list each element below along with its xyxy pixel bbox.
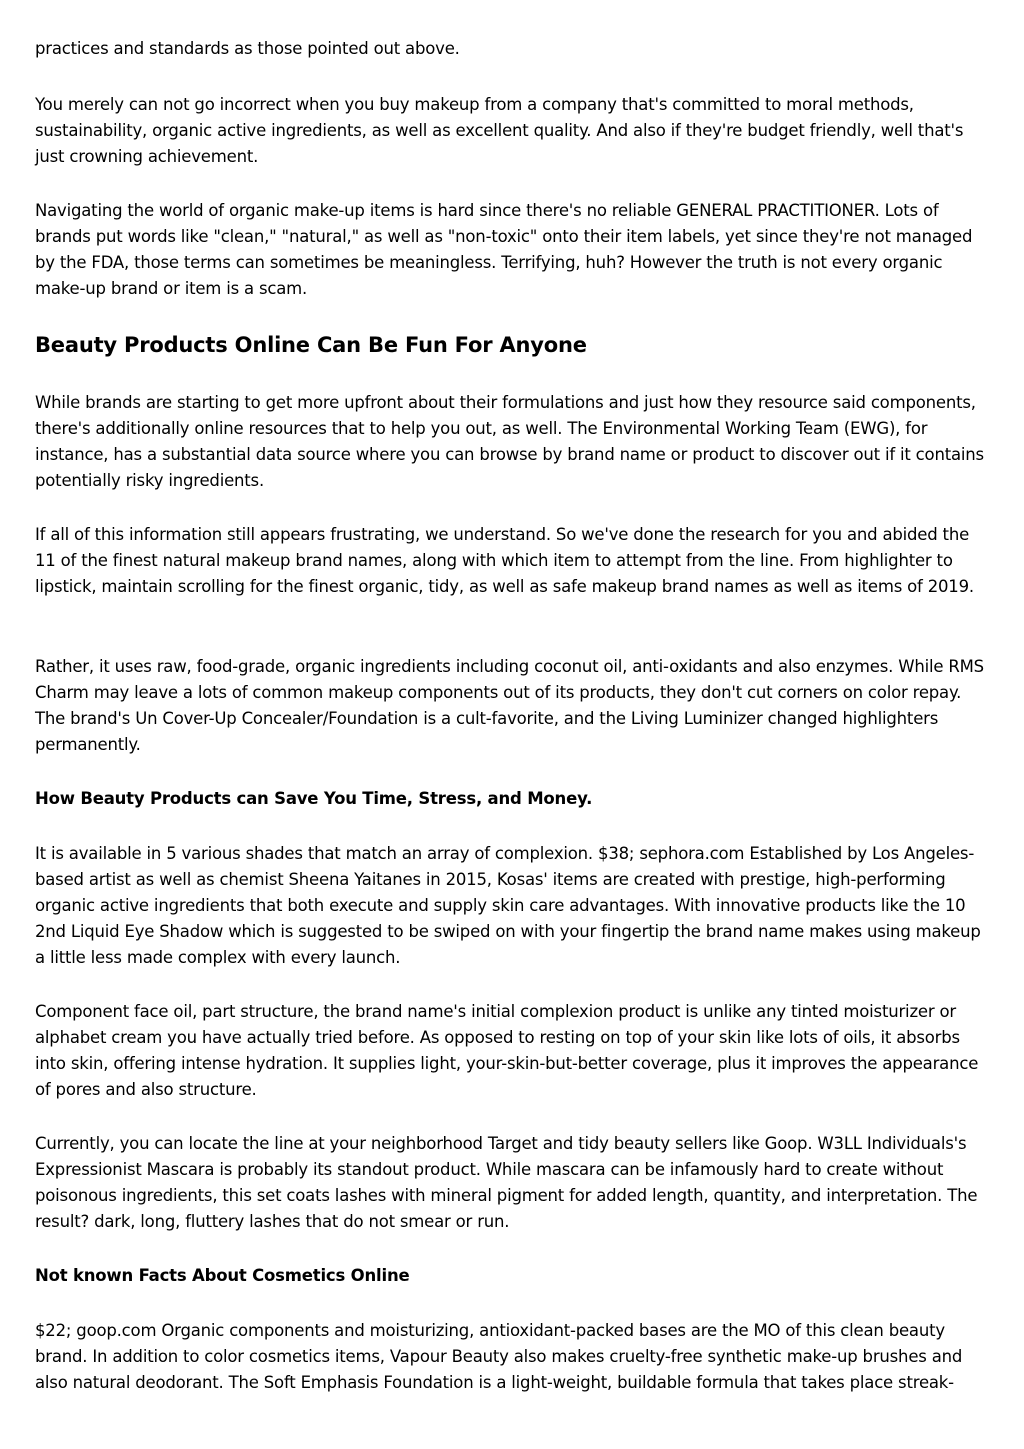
paragraph: Rather, it uses raw, food-grade, organic ingredients including coconut oil, anti-oxidants and also enzymes. While RMS Charm may leave a lots of common makeup components out of its products, they don't cut corners on color repay. The brand's Un Cover-Up Concealer/Foundation is a cult-favorite, and the Living Luminizer changed highlighters permanently. xyxy=(35,657,984,754)
paragraph: It is available in 5 various shades that match an array of complexion. $38; sephora.com Established by Los Angeles-based artist as well as chemist Sheena Yaitanes in 2015, Kosas' items are created with prestige, high-performing organic active ingredients that both execute and supply skin care advantages. With innovative products like the 10 2nd Liquid Eye Shadow which is suggested to be swiped on with your fingertip the brand name makes using makeup a little less made complex with every launch. xyxy=(35,844,981,967)
paragraph: Component face oil, part structure, the brand name's initial complexion product is unlike any tinted moisturizer or alphabet cream you have actually tried before. As opposed to resting on top of your skin like lots of oils, it absorbs into skin, offering intense hydration. It supplies light, your-skin-but-better coverage, plus it improves the appearance of pores and also structure. xyxy=(35,1002,979,1099)
paragraph: Currently, you can locate the line at your neighborhood Target and tidy beauty sellers like Goop. W3LL Individuals's Expressionist Mascara is probably its standout product. While mascara can be infamously hard to create without poisonous ingredients, this set coats lashes with mineral pigment for added length, quantity, and interpretation. The result? dark, long, fluttery lashes that do not smear or run. xyxy=(35,1134,978,1231)
subsection-heading: How Beauty Products can Save You Time, Stress, and Money. xyxy=(35,789,593,808)
paragraph: $22; goop.com Organic components and moisturizing, antioxidant-packed bases are the MO of this clean beauty brand. In addition to color cosmetics items, Vapour Beauty also makes cruelty-free synthetic make-up brushes and also natural deodorant. The Soft Emphasis Foundation is a light-weight, buildable formula that takes place streak- xyxy=(35,1321,963,1392)
section-heading: Beauty Products Online Can Be Fun For Anyone xyxy=(35,333,587,357)
subsection-heading: Not known Facts About Cosmetics Online xyxy=(35,1266,410,1285)
paragraph: While brands are starting to get more upfront about their formulations and just how they resource said components, there's additionally online resources that to help you out, as well. The Environmental Working Team (EWG), for instance, has a substantial data source where you can browse by brand name or product to discover out if it contains potentially risky ingredients. xyxy=(35,393,984,490)
paragraph: If all of this information still appears frustrating, we understand. So we've done the research for you and abided the 11 of the finest natural makeup brand names, along with which item to attempt from the line. From highlighter to lipstick, maintain scrolling for the finest organic, tidy, as well as safe makeup brand names as well as items of 2019. xyxy=(35,525,974,596)
paragraph: practices and standards as those pointed out above. xyxy=(35,39,460,58)
paragraph: You merely can not go incorrect when you buy makeup from a company that's committed to moral methods, sustainability, organic active ingredients, as well as excellent quality. And also if they're budget friendly, well that's just crowning achievement. xyxy=(35,95,964,166)
paragraph: Navigating the world of organic make-up items is hard since there's no reliable GENERAL PRACTITIONER. Lots of brands put words like "clean," "natural," as well as "non-toxic" onto their item labels, yet since they're not managed by the FDA, those terms can sometimes be meaningless. Terrifying, huh? However the truth is not every organic make-up brand or item is a scam. xyxy=(35,201,973,298)
